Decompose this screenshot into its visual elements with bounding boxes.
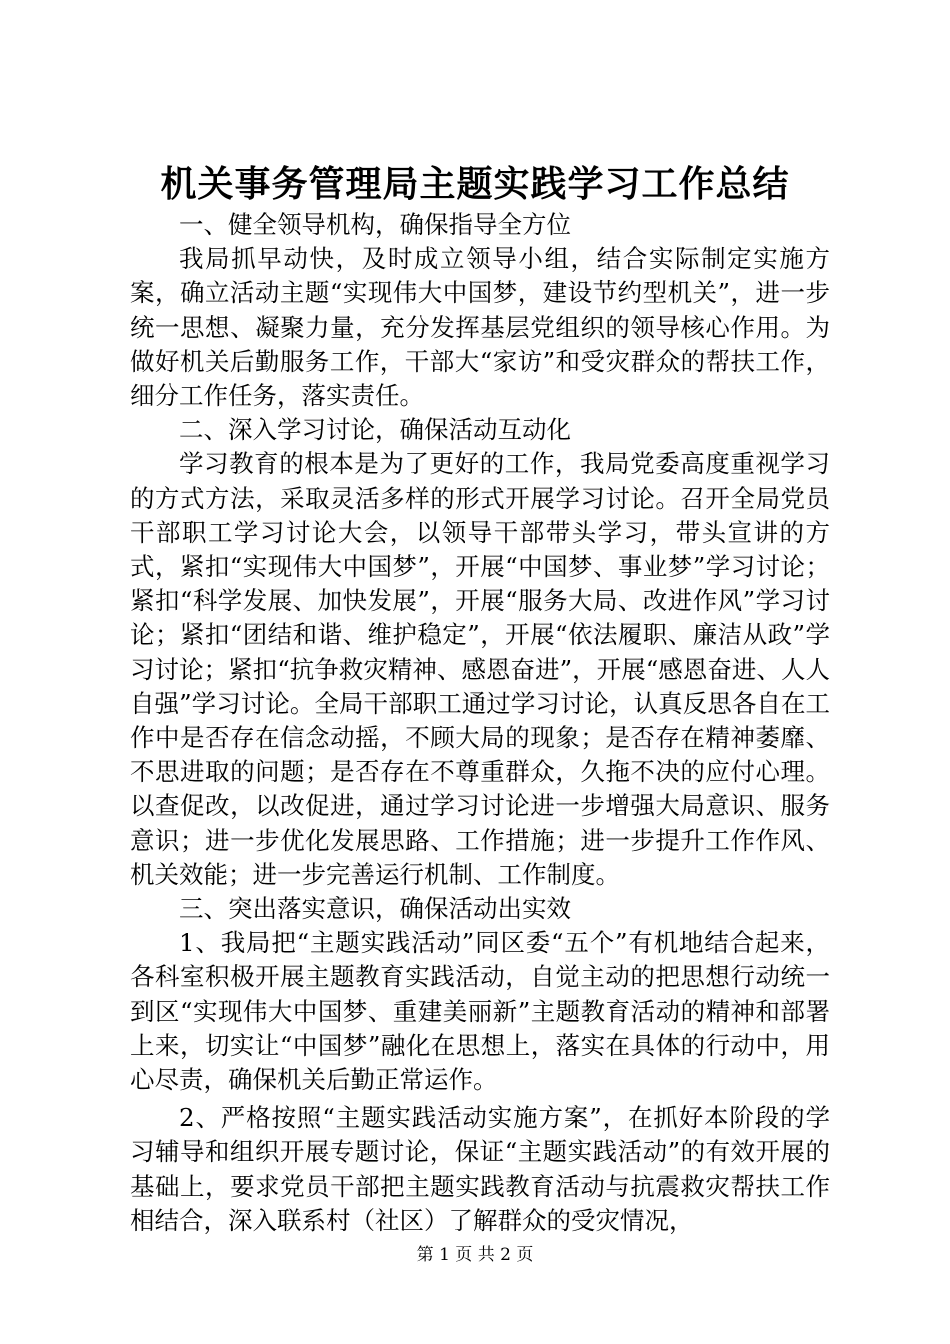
document-title: 机关事务管理局主题实践学习工作总结 <box>160 163 790 205</box>
document-body <box>130 208 830 1238</box>
body-paragraph-4: 2、严格按照“主题实践活动实施方案”，在抓好本阶段的学习辅导和组织开展专题讨论，保证“主题实践活动”的有效开展的基础上，要求党员干部把主题实践教育活动与抗震救灾帮扶工作相结合，深入联系村（社区）了解群众的受灾情况， <box>130 1103 830 1235</box>
section-heading-1: 一、健全领导机构，确保指导全方位 <box>179 210 571 239</box>
section-heading-2: 二、深入学习讨论，确保活动互动化 <box>179 415 571 445</box>
body-paragraph-1: 我局抓早动快，及时成立领导小组，结合实际制定实施方案，确立活动主题“实现伟大中国梦，建设节约型机关”，进一步统一思想、凝聚力量，充分发挥基层党组织的领导核心作用。为做好机关后勤服务工作，干部大“家访”和受灾群众的帮扶工作，细分工作任务，落实责任。 <box>130 244 830 411</box>
body-paragraph-2: 学习教育的根本是为了更好的工作，我局党委高度重视学习的方式方法，采取灵活多样的形式开展学习讨论。召开全局党员干部职工学习讨论大会，以领导干部带头学习，带头宣讲的方式，紧扣“实现伟大中国梦”，开展“中国梦、事业梦”学习讨论；紧扣“科学发展、加快发展”，开展“服务大局、改进作风”学习讨论；紧扣“团结和谐、维护稳定”，开展“依法履职、廉洁从政”学习讨论；紧扣“抗争救灾精神、感恩奋进”，开展“感恩奋进、人人自强”学习讨论。全局干部职工通过学习讨论，认真反思各自在工作中是否存在信念动摇，不顾大局的现象；是否存在精神萎靡、不思进取的问题；是否存在不尊重群众，久拖不决的应付心理。以查促改，以改促进，通过学习讨论进一步增强大局意识、服务意识；进一步优化发展思路、工作措施；进一步提升工作作风、机关效能；进一步完善运行机制、工作制度。 <box>130 449 830 889</box>
page-number-footer: 第 1 页 共 2 页 <box>416 1245 534 1265</box>
body-paragraph-3: 1、我局把“主题实践活动”同区委“五个”有机地结合起来，各科室积极开展主题教育实践活动，自觉主动的把思想行动统一到区“实现伟大中国梦、重建美丽新”主题教育活动的精神和部署上来，切实让“中国梦”融化在思想上，落实在具体的行动中，用心尽责，确保机关后勤正常运作。 <box>130 928 830 1095</box>
section-heading-3: 三、突出落实意识，确保活动出实效 <box>179 894 571 924</box>
